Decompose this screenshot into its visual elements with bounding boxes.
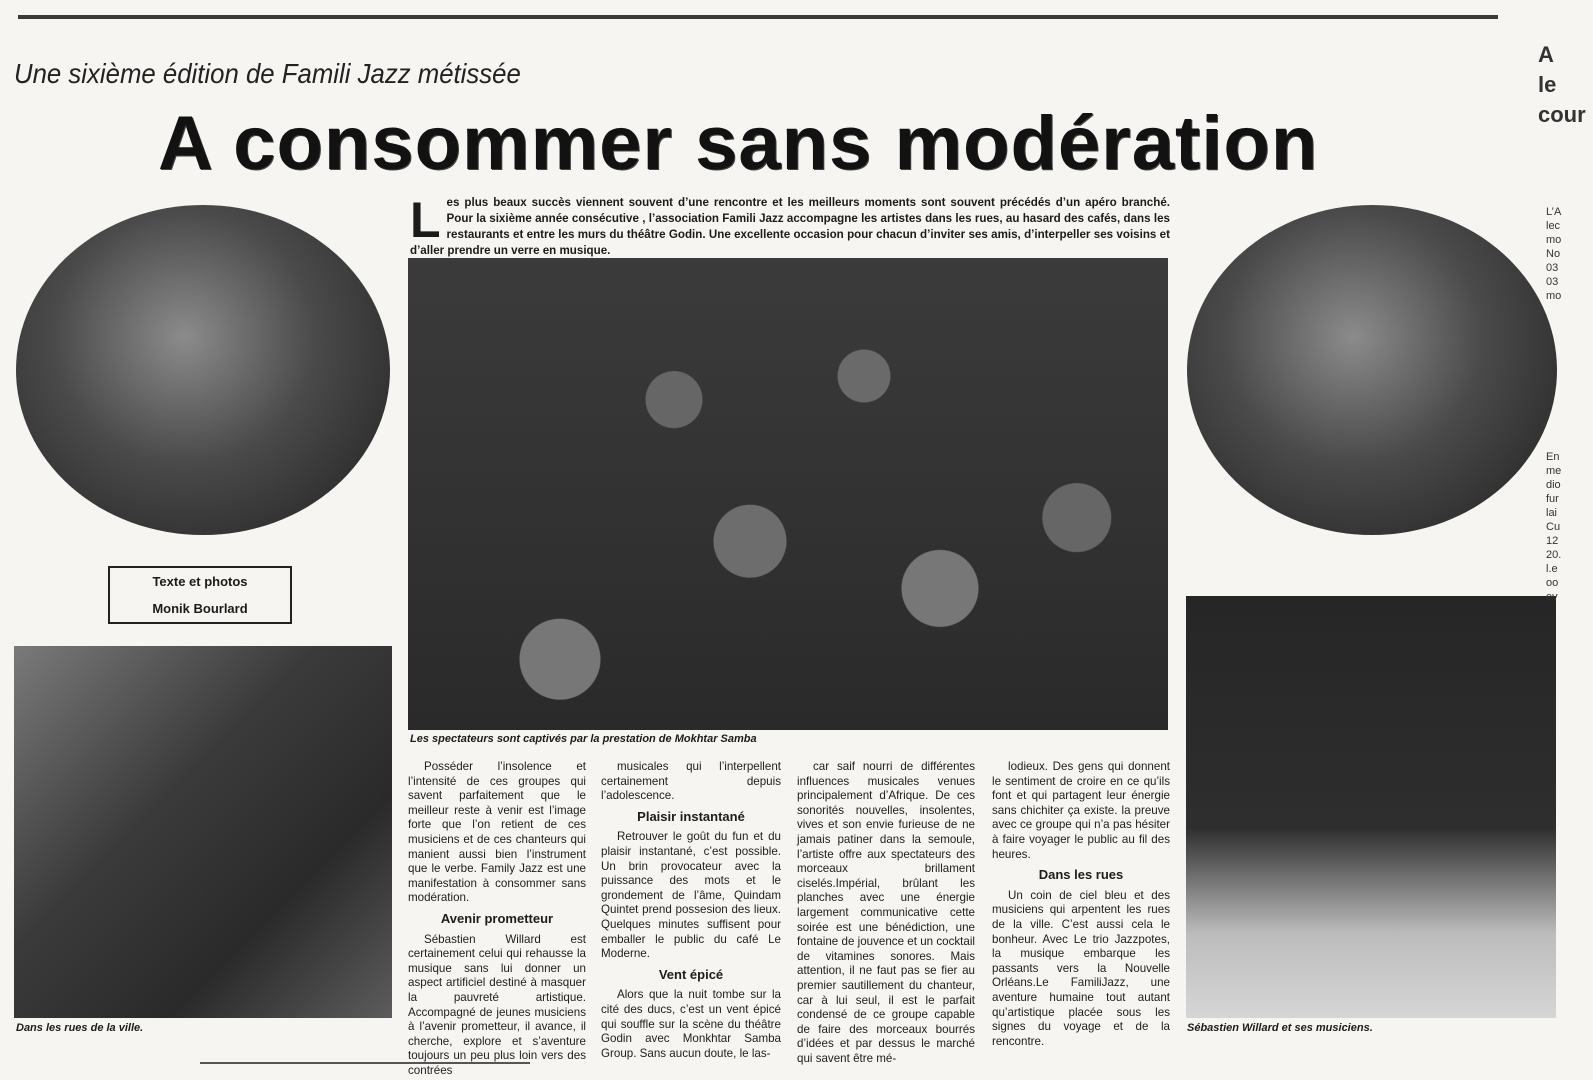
credit-box xyxy=(108,566,292,624)
bottom-rule xyxy=(200,1062,530,1064)
edge-text-line: ev xyxy=(1546,591,1558,603)
singers-photo xyxy=(1187,205,1557,535)
edge-text-line: mo xyxy=(1546,290,1562,302)
body-paragraph: Sébastien Willard est certainement celui qui rehausse la musique sans lui donner un aspect artificiel destiné à masquer la pauvreté artistique. Accompagné de jeunes musiciens à l’avenir prometteur, il avance, il cherche, explore et s’aventure toujours un peu plus loin vers des contrées xyxy=(408,932,586,1077)
edge-text-line: dio xyxy=(1546,479,1561,491)
edge-text-line: 03 xyxy=(1546,276,1559,288)
body-paragraph: car saif nourri de différentes influences musicales venues principalement d’Afrique. De ces sonorités nouvelles, insolentes, vives et son envie furieuse de ne jamais patiner dans la semoule, l’artiste offre aux spectateurs des morceaux brillament ciselés.Impérial, brûlant les planches avec une énergie largement communicative cette soirée est une bénédiction, une fontaine de jouvence et un cocktail de vitamines sonores. Mais attention, il ne faut pas se fier au premier sautillement du chanteur, car à lui seul, il est le parfait condensé de ce groupe capable de faire des morceaux bourrés d’idées et par dessus le marché qui savent être mé- xyxy=(797,760,975,1065)
credit-line-1: Texte et photos xyxy=(152,574,248,589)
section-heading: Avenir prometteur xyxy=(440,910,554,926)
body-paragraph: Posséder l’insolence et l’intensité de ces groupes qui savent parfaitement que le meilleur reste à venir est l’image forte que l’on retient de ces musiciens et de ces chanteurs qui manient aussi bien l’instrument que le verbe. Family Jazz est une manifestation à consommer sans modération. xyxy=(408,760,586,905)
streets-caption: Dans les rues de la ville. xyxy=(16,1022,144,1034)
drop-cap: L xyxy=(410,192,441,248)
article-column-1 xyxy=(408,760,586,1078)
edge-text-line: fur xyxy=(1546,493,1559,505)
street-musicians-photo xyxy=(14,646,392,1018)
edge-text-line: lai xyxy=(1546,507,1558,519)
top-rule xyxy=(18,15,1498,19)
edge-text-line: A xyxy=(1538,42,1554,67)
section-heading: Dans les rues xyxy=(1038,867,1124,883)
pianist-photo xyxy=(16,205,390,535)
edge-text-line: No xyxy=(1546,248,1561,260)
body-paragraph: Alors que la nuit tombe sur la cité des ducs, c’est un vent épicé qui souffle sur la scène du théâtre Godin avec Monkhtar Samba Group. Sans aucun doute, le las- xyxy=(601,988,781,1060)
body-paragraph: Un coin de ciel bleu et des musiciens qui arpentent les rues de la ville. C’est aussi cela le bonheur. Avec Le trio Jazzpotes, la musique embarque les passants vers la Nouvelle Orléans.Le FamiliJazz, une aventure humaine tout autant qu’artistique placée sous les signes du voyage et de la rencontre. xyxy=(992,888,1170,1048)
audience-photo xyxy=(408,258,1168,730)
section-heading: Plaisir instantané xyxy=(637,808,745,824)
edge-text-line: cour xyxy=(1538,102,1586,127)
body-paragraph: musicales qui l’interpellent certainement depuis l’adolescence. xyxy=(601,760,781,803)
neighbor-headline-fragment xyxy=(1538,40,1586,130)
edge-text-line: 12 xyxy=(1546,535,1559,547)
edge-text-line: l.e xyxy=(1546,563,1558,575)
edge-text-line: Cu xyxy=(1546,521,1561,533)
edge-text-line: le xyxy=(1538,72,1557,97)
edge-text-line: 20. xyxy=(1546,549,1562,561)
neighbor-text-fragment-2 xyxy=(1546,450,1561,604)
lead-text: es plus beaux succès viennent souvent d’une rencontre et les meilleurs moments sont souvent précédés d’un apéro branché. Pour la sixième année consécutive , l’association Famili Jazz accompagne les artistes dans les rues, au hasard des cafés, dans les restaurants et entre les murs du théâtre Godin. Une excellente occasion pour chacun d’inviter ses amis, d’interpeller ses voisins et d’aller prendre un verre en musique. xyxy=(410,196,1170,257)
credit-line-2: Monik Bourlard xyxy=(152,601,248,616)
edge-text-line: me xyxy=(1546,465,1562,477)
audience-caption: Les spectateurs sont captivés par la prestation de Mokhtar Samba xyxy=(410,733,757,745)
band-caption: Sébastien Willard et ses musiciens. xyxy=(1187,1022,1373,1034)
edge-text-line: En xyxy=(1546,451,1560,463)
band-photo xyxy=(1186,596,1556,1018)
edge-text-line: oo xyxy=(1546,577,1559,589)
article-column-2 xyxy=(601,760,781,1061)
section-heading: Vent épicé xyxy=(658,966,724,982)
kicker: Une sixième édition de Famili Jazz métissée xyxy=(14,58,521,89)
edge-text-line: lec xyxy=(1546,220,1561,232)
article-column-3 xyxy=(797,760,975,1066)
headline: A consommer sans modération xyxy=(158,101,1319,186)
edge-text-line: mo xyxy=(1546,234,1562,246)
article-column-4 xyxy=(992,760,1170,1049)
body-paragraph: Retrouver le goût du fun et du plaisir instantané, c’est possible. Un brin provocateur avec la puissance des mots et le grondement de l’âme, Quindam Quintet prend possesion des lieux. Quelques minutes suffisent pour emballer le public du café Le Moderne. xyxy=(601,830,781,961)
edge-text-line: L’A xyxy=(1546,206,1562,218)
edge-text-line: 03 xyxy=(1546,262,1559,274)
body-paragraph: lodieux. Des gens qui donnent le sentiment de croire en ce qu’ils font et qui partagent leur énergie sans chichiter ça existe. la preuve avec ce groupe qui n’a pas hésiter à faire voyager le public au fil des heures. xyxy=(992,760,1170,861)
neighbor-text-fragment-1 xyxy=(1546,205,1561,303)
lead-paragraph xyxy=(410,192,1170,259)
